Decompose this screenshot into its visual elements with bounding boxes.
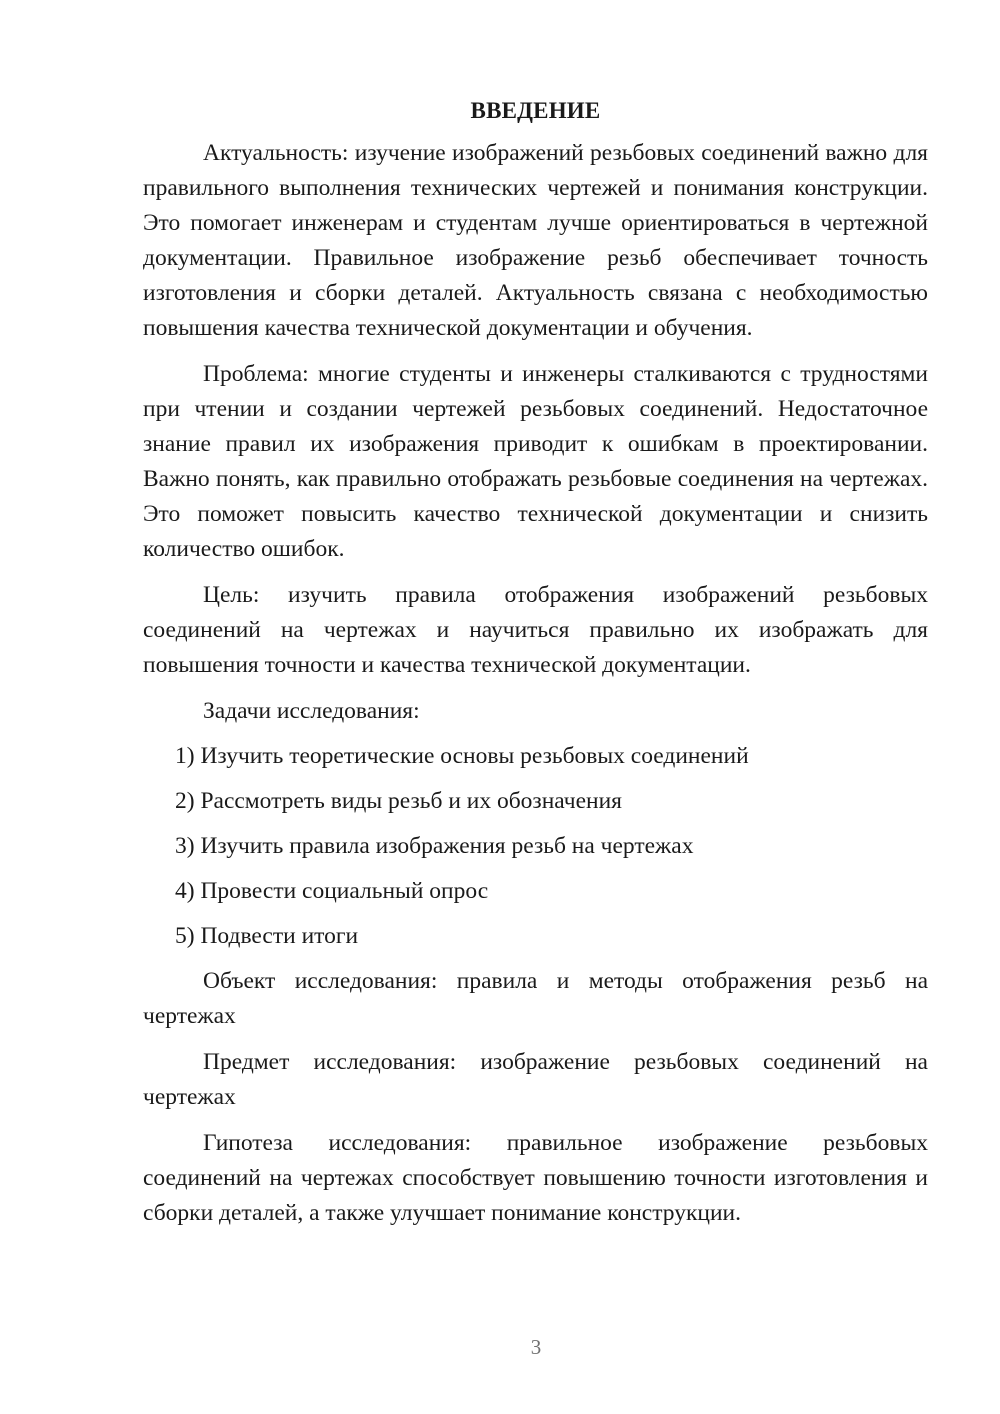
paragraph-object: Объект исследования: правила и методы отображения резьб на чертежах bbox=[143, 968, 928, 1029]
paragraph-relevance: Актуальность: изучение изображений резьбовых соединений важно для правильного выполнения технических чертежей и понимания конструкции. Это помогает инженерам и студентам лучше ориентироваться в чертежной документации. Правильное изображение резьб обеспечивает точность изготовления и сборки деталей. Актуальность связана с необходимостью повышения качества технической документации и обучения. bbox=[143, 140, 928, 341]
list-item: 1) Изучить теоретические основы резьбовых соединений bbox=[175, 743, 749, 769]
list-item: 4) Провести социальный опрос bbox=[175, 878, 489, 904]
paragraph-hypothesis: Гипотеза исследования: правильное изображение резьбовых соединений на чертежах способствует повышению точности изготовления и сборки деталей, а также улучшает понимание конструкции. bbox=[143, 1130, 928, 1226]
tasks-title: Задачи исследования: bbox=[203, 698, 420, 724]
page-number: 3 bbox=[530, 1335, 542, 1359]
tasks-list bbox=[143, 739, 928, 954]
paragraph-problem: Проблема: многие студенты и инженеры сталкиваются с трудностями при чтении и создании чертежей резьбовых соединений. Недостаточное знание правил их изображения приводит к ошибкам в проектировании. Важно понять, как правильно отображать резьбовые соединения на чертежах. Это поможет повысить качество технической документации и снизить количество ошибок. bbox=[143, 361, 928, 562]
list-item: 2) Рассмотреть виды резьб и их обозначения bbox=[175, 788, 622, 814]
paragraph-subject: Предмет исследования: изображение резьбовых соединений на чертежах bbox=[143, 1049, 928, 1110]
document-page bbox=[143, 96, 928, 1242]
page-title: ВВЕДЕНИЕ bbox=[470, 98, 601, 123]
paragraph-goal: Цель: изучить правила отображения изображений резьбовых соединений на чертежах и научиться правильно их изображать для повышения точности и качества технической документации. bbox=[143, 582, 928, 678]
list-item: 3) Изучить правила изображения резьб на чертежах bbox=[175, 833, 694, 859]
list-item: 5) Подвести итоги bbox=[175, 923, 359, 949]
